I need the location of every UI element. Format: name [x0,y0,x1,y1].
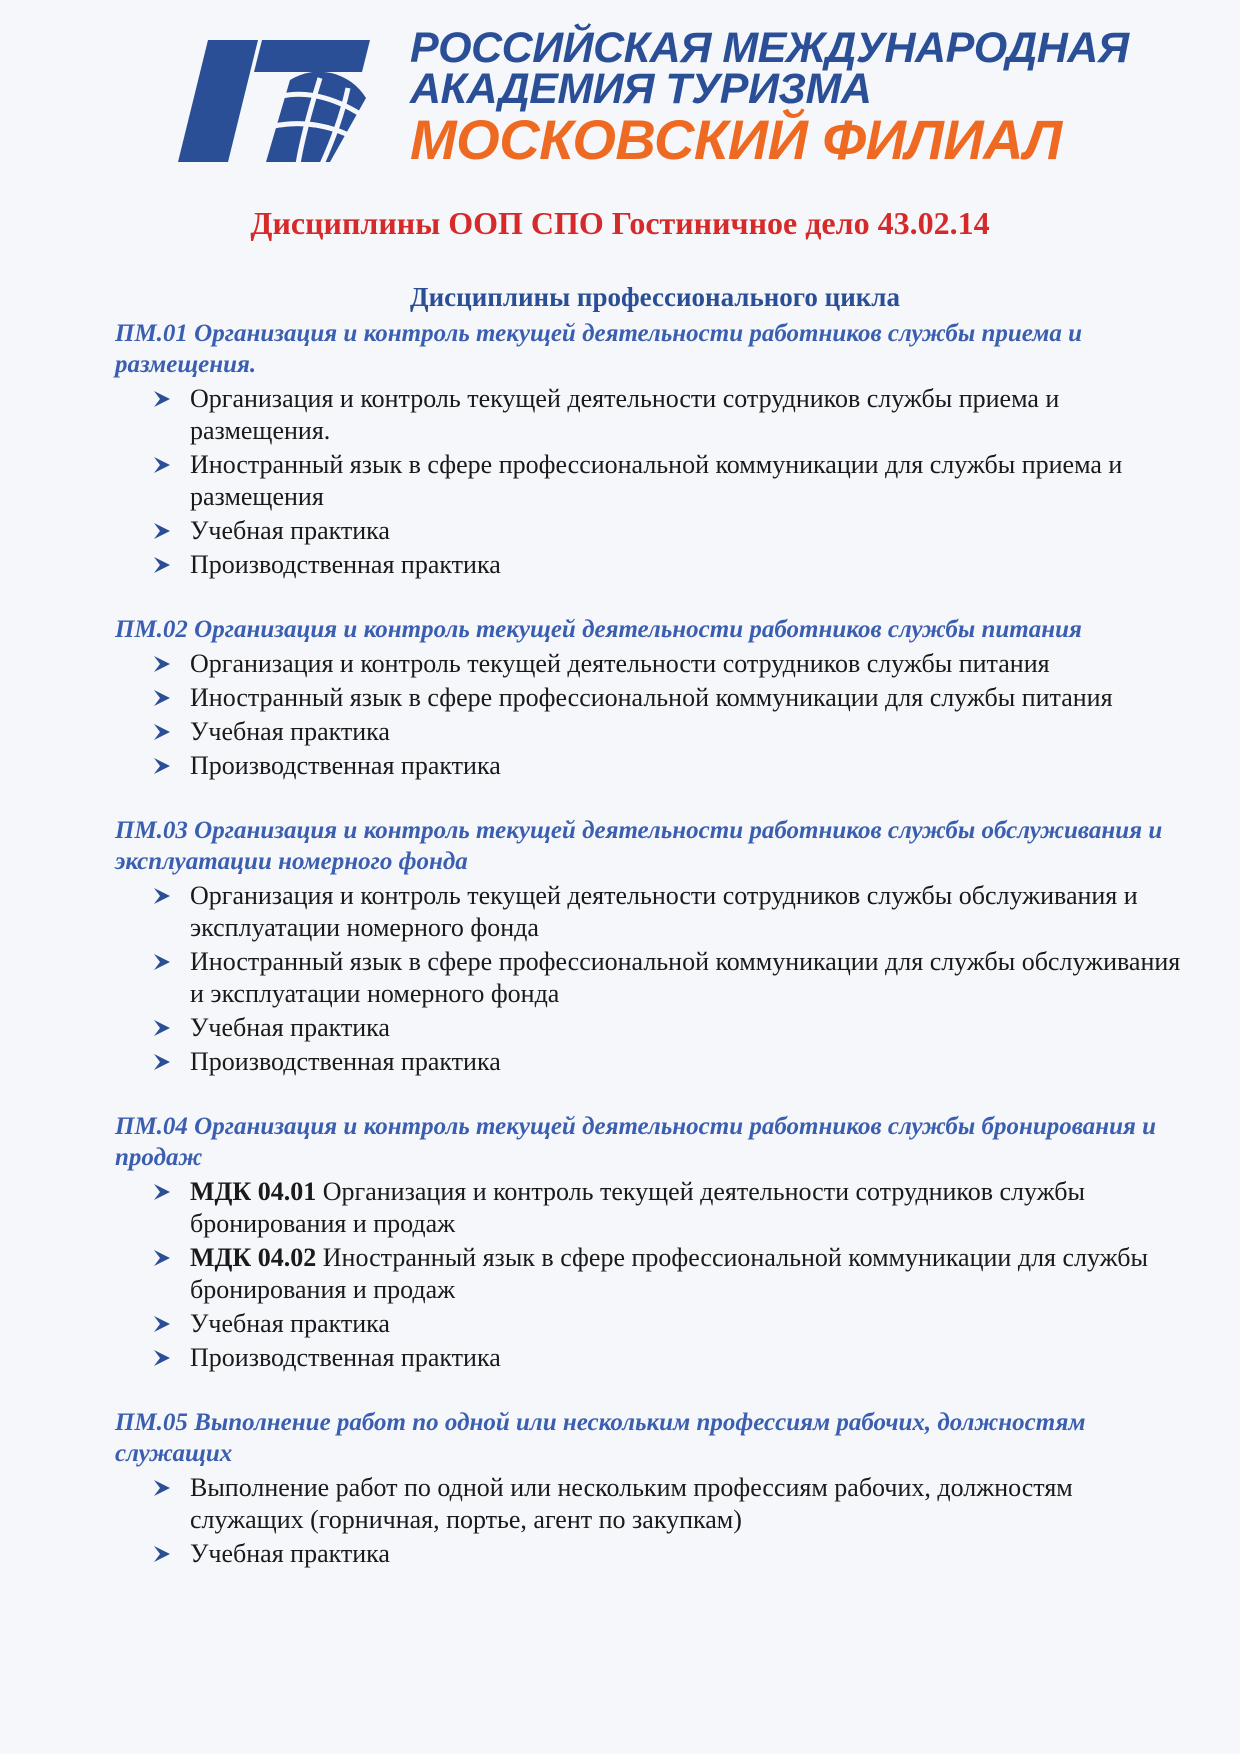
module-title: ПМ.05 Выполнение работ по одной или нескольким профессиям рабочих, должностям служащих [115,1409,1086,1467]
arrow-bullet-icon [152,655,172,673]
branch-name: МОСКОВСКИЙ ФИЛИАЛ [410,108,1062,171]
module-title: ПМ.02 Организация и контроль текущей деятельности работников службы питания [115,616,1082,643]
arrow-bullet-icon [152,1249,172,1267]
arrow-bullet-icon [152,1315,172,1333]
org-name-line-2: АКАДЕМИЯ ТУРИЗМА [410,65,872,113]
discipline-list [115,1176,1195,1374]
list-item [115,1308,1195,1340]
list-item [115,1046,1195,1078]
list-item [115,716,1195,748]
discipline-list [115,880,1195,1078]
list-item [115,1342,1195,1374]
discipline-name: Иностранный язык в сфере профессиональной коммуникации для службы приема и размещения [190,450,1123,511]
module-title: ПМ.03 Организация и контроль текущей деятельности работников службы обслуживания и эксплуатации номерного фонда [115,817,1163,875]
list-item [115,1242,1195,1306]
list-item [115,449,1195,513]
module-list [115,318,1195,1603]
arrow-bullet-icon [152,556,172,574]
arrow-bullet-icon [152,522,172,540]
list-item [115,515,1195,547]
org-name-line-1: РОССИЙСКАЯ МЕЖДУНАРОДНАЯ [410,24,1129,72]
document-title: Дисциплины ООП СПО Гостиничное дело 43.02.14 [250,205,990,241]
arrow-bullet-icon [152,953,172,971]
discipline-name: Иностранный язык в сфере профессиональной коммуникации для службы бронирования и продаж [190,1243,1148,1304]
discipline-name: Производственная практика [190,751,501,780]
discipline-name: Учебная практика [190,1013,390,1042]
discipline-list [115,1472,1195,1570]
list-item [115,648,1195,680]
discipline-name: Учебная практика [190,1309,390,1338]
arrow-bullet-icon [152,1053,172,1071]
list-item [115,1176,1195,1240]
module-section [115,614,1195,782]
arrow-bullet-icon [152,456,172,474]
module-section [115,1407,1195,1570]
arrow-bullet-icon [152,689,172,707]
arrow-bullet-icon [152,1019,172,1037]
discipline-name: Иностранный язык в сфере профессиональной коммуникации для службы обслуживания и эксплуатации номерного фонда [190,947,1181,1008]
course-code: МДК 04.02 [190,1243,317,1272]
module-title: ПМ.04 Организация и контроль текущей деятельности работников службы бронирования и продаж [115,1113,1157,1171]
arrow-bullet-icon [152,1545,172,1563]
list-item [115,549,1195,581]
discipline-name: Производственная практика [190,1047,501,1076]
academy-logo [170,30,375,170]
discipline-name: Организация и контроль текущей деятельности сотрудников службы питания [190,649,1050,678]
list-item [115,1538,1195,1570]
arrow-bullet-icon [152,1349,172,1367]
arrow-bullet-icon [152,390,172,408]
list-item [115,1012,1195,1044]
list-item [115,750,1195,782]
list-item [115,383,1195,447]
list-item [115,880,1195,944]
list-item [115,682,1195,714]
course-code: МДК 04.01 [190,1177,317,1206]
header [170,22,1129,172]
discipline-name: Организация и контроль текущей деятельности сотрудников службы обслуживания и эксплуатации номерного фонда [190,881,1138,942]
arrow-bullet-icon [152,887,172,905]
discipline-name: Учебная практика [190,516,390,545]
discipline-name: Производственная практика [190,550,501,579]
discipline-name: Производственная практика [190,1343,501,1372]
list-item [115,946,1195,1010]
organization-name [410,24,1129,171]
module-title: ПМ.01 Организация и контроль текущей деятельности работников службы приема и размещения. [115,320,1083,378]
arrow-bullet-icon [152,1479,172,1497]
cycle-title: Дисциплины профессионального цикла [410,282,900,312]
discipline-name: Иностранный язык в сфере профессиональной коммуникации для службы питания [190,683,1113,712]
module-section [115,1111,1195,1374]
arrow-bullet-icon [152,723,172,741]
discipline-name: Организация и контроль текущей деятельности сотрудников службы бронирования и продаж [190,1177,1086,1238]
discipline-name: Учебная практика [190,1539,390,1568]
module-section [115,815,1195,1078]
module-section [115,318,1195,581]
arrow-bullet-icon [152,757,172,775]
list-item [115,1472,1195,1536]
discipline-list [115,383,1195,581]
arrow-bullet-icon [152,1183,172,1201]
discipline-name: Учебная практика [190,717,390,746]
discipline-name: Выполнение работ по одной или нескольким профессиям рабочих, должностям служащих (горничная, портье, агент по закупкам) [190,1473,1073,1534]
discipline-name: Организация и контроль текущей деятельности сотрудников службы приема и размещения. [190,384,1060,445]
discipline-list [115,648,1195,782]
